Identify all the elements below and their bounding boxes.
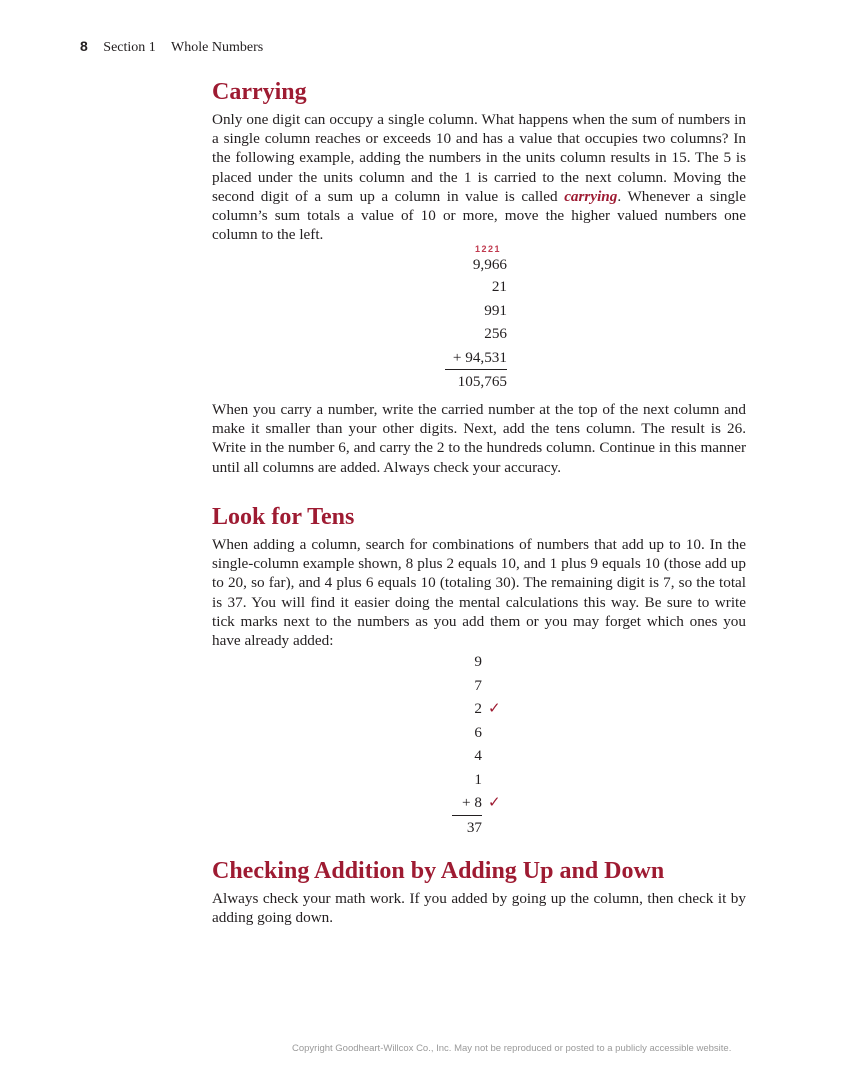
heading-look-for-tens: Look for Tens [212,504,355,530]
addend: 1 [474,770,482,788]
carrying-example [445,243,507,394]
addend: 6 [474,723,482,741]
text: . Whenever a single column’s sum totals a value of 10 or more, move the higher valued numbers one column to the left. [212,187,747,244]
carrying-paragraph-1 [212,110,746,244]
text: Only one digit can occupy a single column. What happens when the sum of numbers in a single column reaches or exceeds 10 and has a value that occupies two columns? In the following example, adding the numbers in the units column results in 15. The 5 is placed under the units column and the 1 is carried to the next column. Moving the second digit of a sum up a column in value is called [212,111,746,205]
tens-paragraph-1: When adding a column, search for combinations of numbers that add up to 10. In the single-column example shown, 8 plus 2 equals 10, and 1 plus 9 equals 10 (those add up to 20, so far), and 4 plus 6 equals 10 (totaling 30). The remaining digit is 7, so the total is 37. You will find it easier doing the mental calculations this way. Be sure to write tick marks next to the numbers as you add them or you may forget which ones you have already added: [212,536,746,650]
check-mark-icon: ✓ [488,794,501,811]
tens-example [452,650,501,839]
heading-checking-addition: Checking Addition by Adding Up and Down [212,858,665,884]
addend: 9,966 [472,256,507,273]
addend: 7 [474,676,482,694]
key-term-carrying: carrying [564,187,618,205]
chapter-title: Whole Numbers [171,40,264,55]
carrying-paragraph-2-block [212,400,746,477]
addend: 991 [484,301,507,319]
addend-value: 2 [474,700,482,717]
carry-digits: 1221 [474,244,501,254]
heading-carrying: Carrying [212,79,307,105]
carrying-paragraph-2: When you carry a number, write the carried number at the top of the next column and make it smaller than your other digits. Next, add the tens column. The result is 26. Write in the number 6, and carry the 2 to the hundreds column. Continue in this manner until all columns are added. Always check your accuracy. [212,401,746,476]
copyright-footer: Copyright Goodheart-Willcox Co., Inc. May not be reproduced or posted to a publicly accessible website. [292,1043,732,1054]
check-mark-icon: ✓ [488,700,501,717]
checking-paragraph-1: Always check your math work. If you added by going up the column, then check it by adding going down. [212,890,746,927]
section-carrying [212,78,746,244]
section-label: Section 1 [103,40,156,55]
addend: 9 [474,653,482,670]
addend [452,791,501,815]
sum-total: 37 [452,815,482,840]
sum-total: 105,765 [445,369,507,394]
running-head [80,38,263,56]
addend: + 94,531 [452,348,507,366]
addend: 256 [484,325,507,342]
addend [452,697,501,721]
addend-value: + 8 [462,794,482,811]
addend: 4 [474,747,482,764]
section-checking-addition [212,857,746,927]
addend: 21 [491,278,507,295]
page-number: 8 [80,38,88,54]
section-look-for-tens [212,503,746,650]
